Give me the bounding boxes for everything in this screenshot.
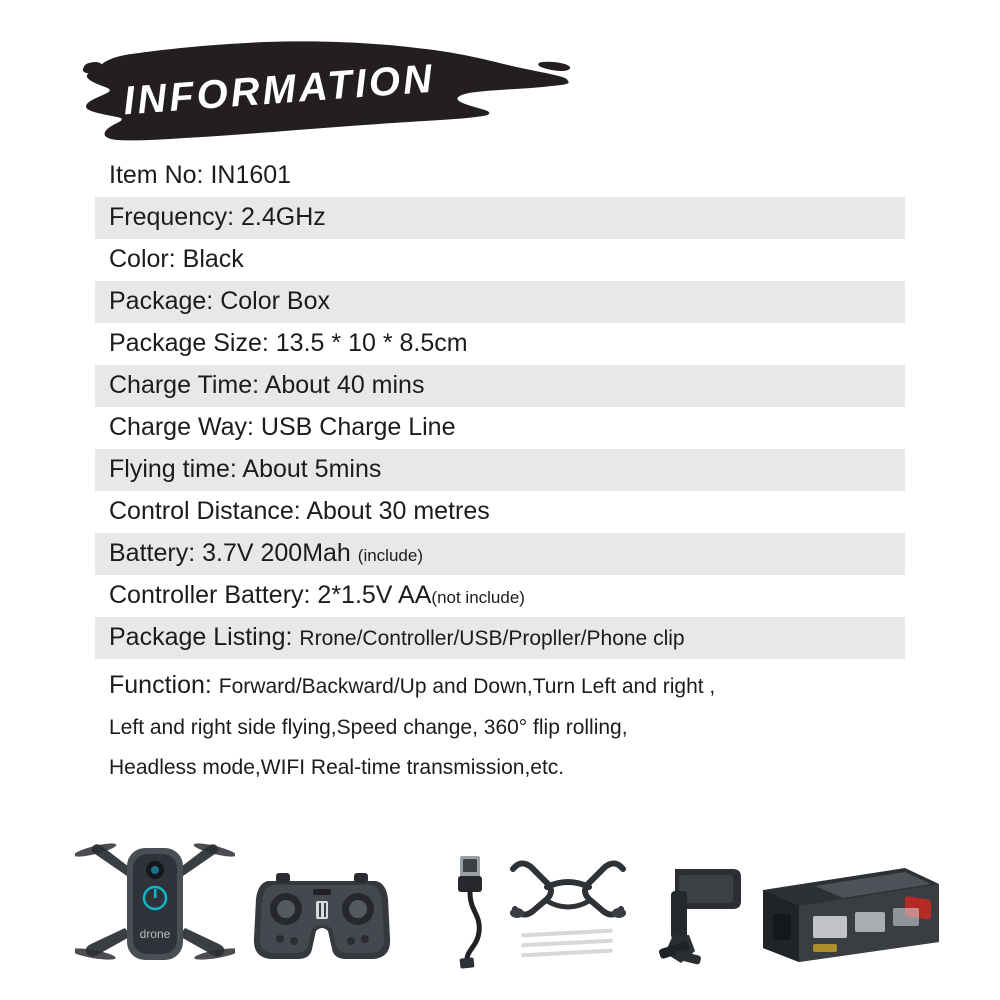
spec-value: 2.4GHz — [241, 203, 326, 231]
spec-label: Controller Battery: — [109, 581, 311, 609]
function-label: Function: — [109, 671, 212, 699]
spec-value: Black — [182, 245, 244, 273]
product-image-propellers — [503, 857, 633, 972]
spec-label: Item No: — [109, 161, 204, 189]
usb-cable-icon — [443, 854, 503, 969]
page-title: INFORMATION — [121, 56, 437, 124]
table-row — [95, 491, 905, 533]
spec-label: Frequency: — [109, 203, 235, 231]
spec-value: 3.7V 200Mah — [202, 539, 351, 567]
spec-note: (include) — [357, 546, 423, 565]
table-row — [95, 155, 905, 197]
spec-label: Control Distance: — [109, 497, 301, 525]
color-box-icon — [755, 856, 945, 971]
spec-value: About 40 mins — [264, 371, 425, 399]
table-row — [95, 407, 905, 449]
product-image-phone-clip — [645, 861, 755, 976]
spec-value: Rrone/Controller/USB/Propller/Phone clip — [299, 627, 685, 650]
package-contents-images — [55, 838, 955, 978]
controller-icon — [250, 861, 395, 971]
spec-label: Package Listing: — [109, 623, 293, 651]
spec-label: Battery: — [109, 539, 196, 567]
spec-label: Package Size: — [109, 329, 269, 357]
table-row — [95, 533, 905, 575]
function-line-3: Headless mode,WIFI Real-time transmission,etc. — [109, 756, 565, 779]
table-row — [95, 239, 905, 281]
spec-value: About 5mins — [242, 455, 382, 483]
specification-table — [95, 155, 905, 797]
spec-value: 13.5 * 10 * 8.5cm — [275, 329, 468, 357]
function-line-2: Left and right side flying,Speed change, 360° flip rolling, — [109, 715, 628, 739]
table-row — [95, 323, 905, 365]
function-line-1: Forward/Backward/Up and Down,Turn Left and right , — [218, 675, 716, 698]
spec-label: Charge Time: — [109, 371, 260, 399]
table-row — [95, 197, 905, 239]
spec-value: Color Box — [220, 287, 330, 315]
product-image-color-box — [755, 856, 945, 976]
spec-value: 2*1.5V AA — [317, 581, 432, 609]
spec-value: About 30 metres — [306, 497, 490, 525]
table-row — [95, 365, 905, 407]
spec-note: (not include) — [431, 588, 525, 607]
propeller-parts-icon — [503, 857, 633, 967]
spec-value: IN1601 — [210, 161, 292, 189]
table-row — [95, 449, 905, 491]
product-image-usb-cable — [443, 854, 503, 974]
spec-label: Color: — [109, 245, 176, 273]
drone-icon — [75, 836, 235, 971]
table-row — [95, 281, 905, 323]
product-image-drone — [75, 836, 235, 976]
table-row-function — [95, 659, 905, 797]
phone-clip-icon — [645, 861, 755, 971]
header-banner — [45, 30, 605, 142]
svg-text:drone: drone — [139, 927, 171, 941]
table-row — [95, 575, 905, 617]
table-row — [95, 617, 905, 659]
spec-label: Flying time: — [109, 455, 237, 483]
product-image-controller — [250, 861, 395, 976]
spec-label: Charge Way: — [109, 413, 254, 441]
spec-value: USB Charge Line — [260, 413, 456, 441]
spec-label: Package: — [109, 287, 214, 315]
